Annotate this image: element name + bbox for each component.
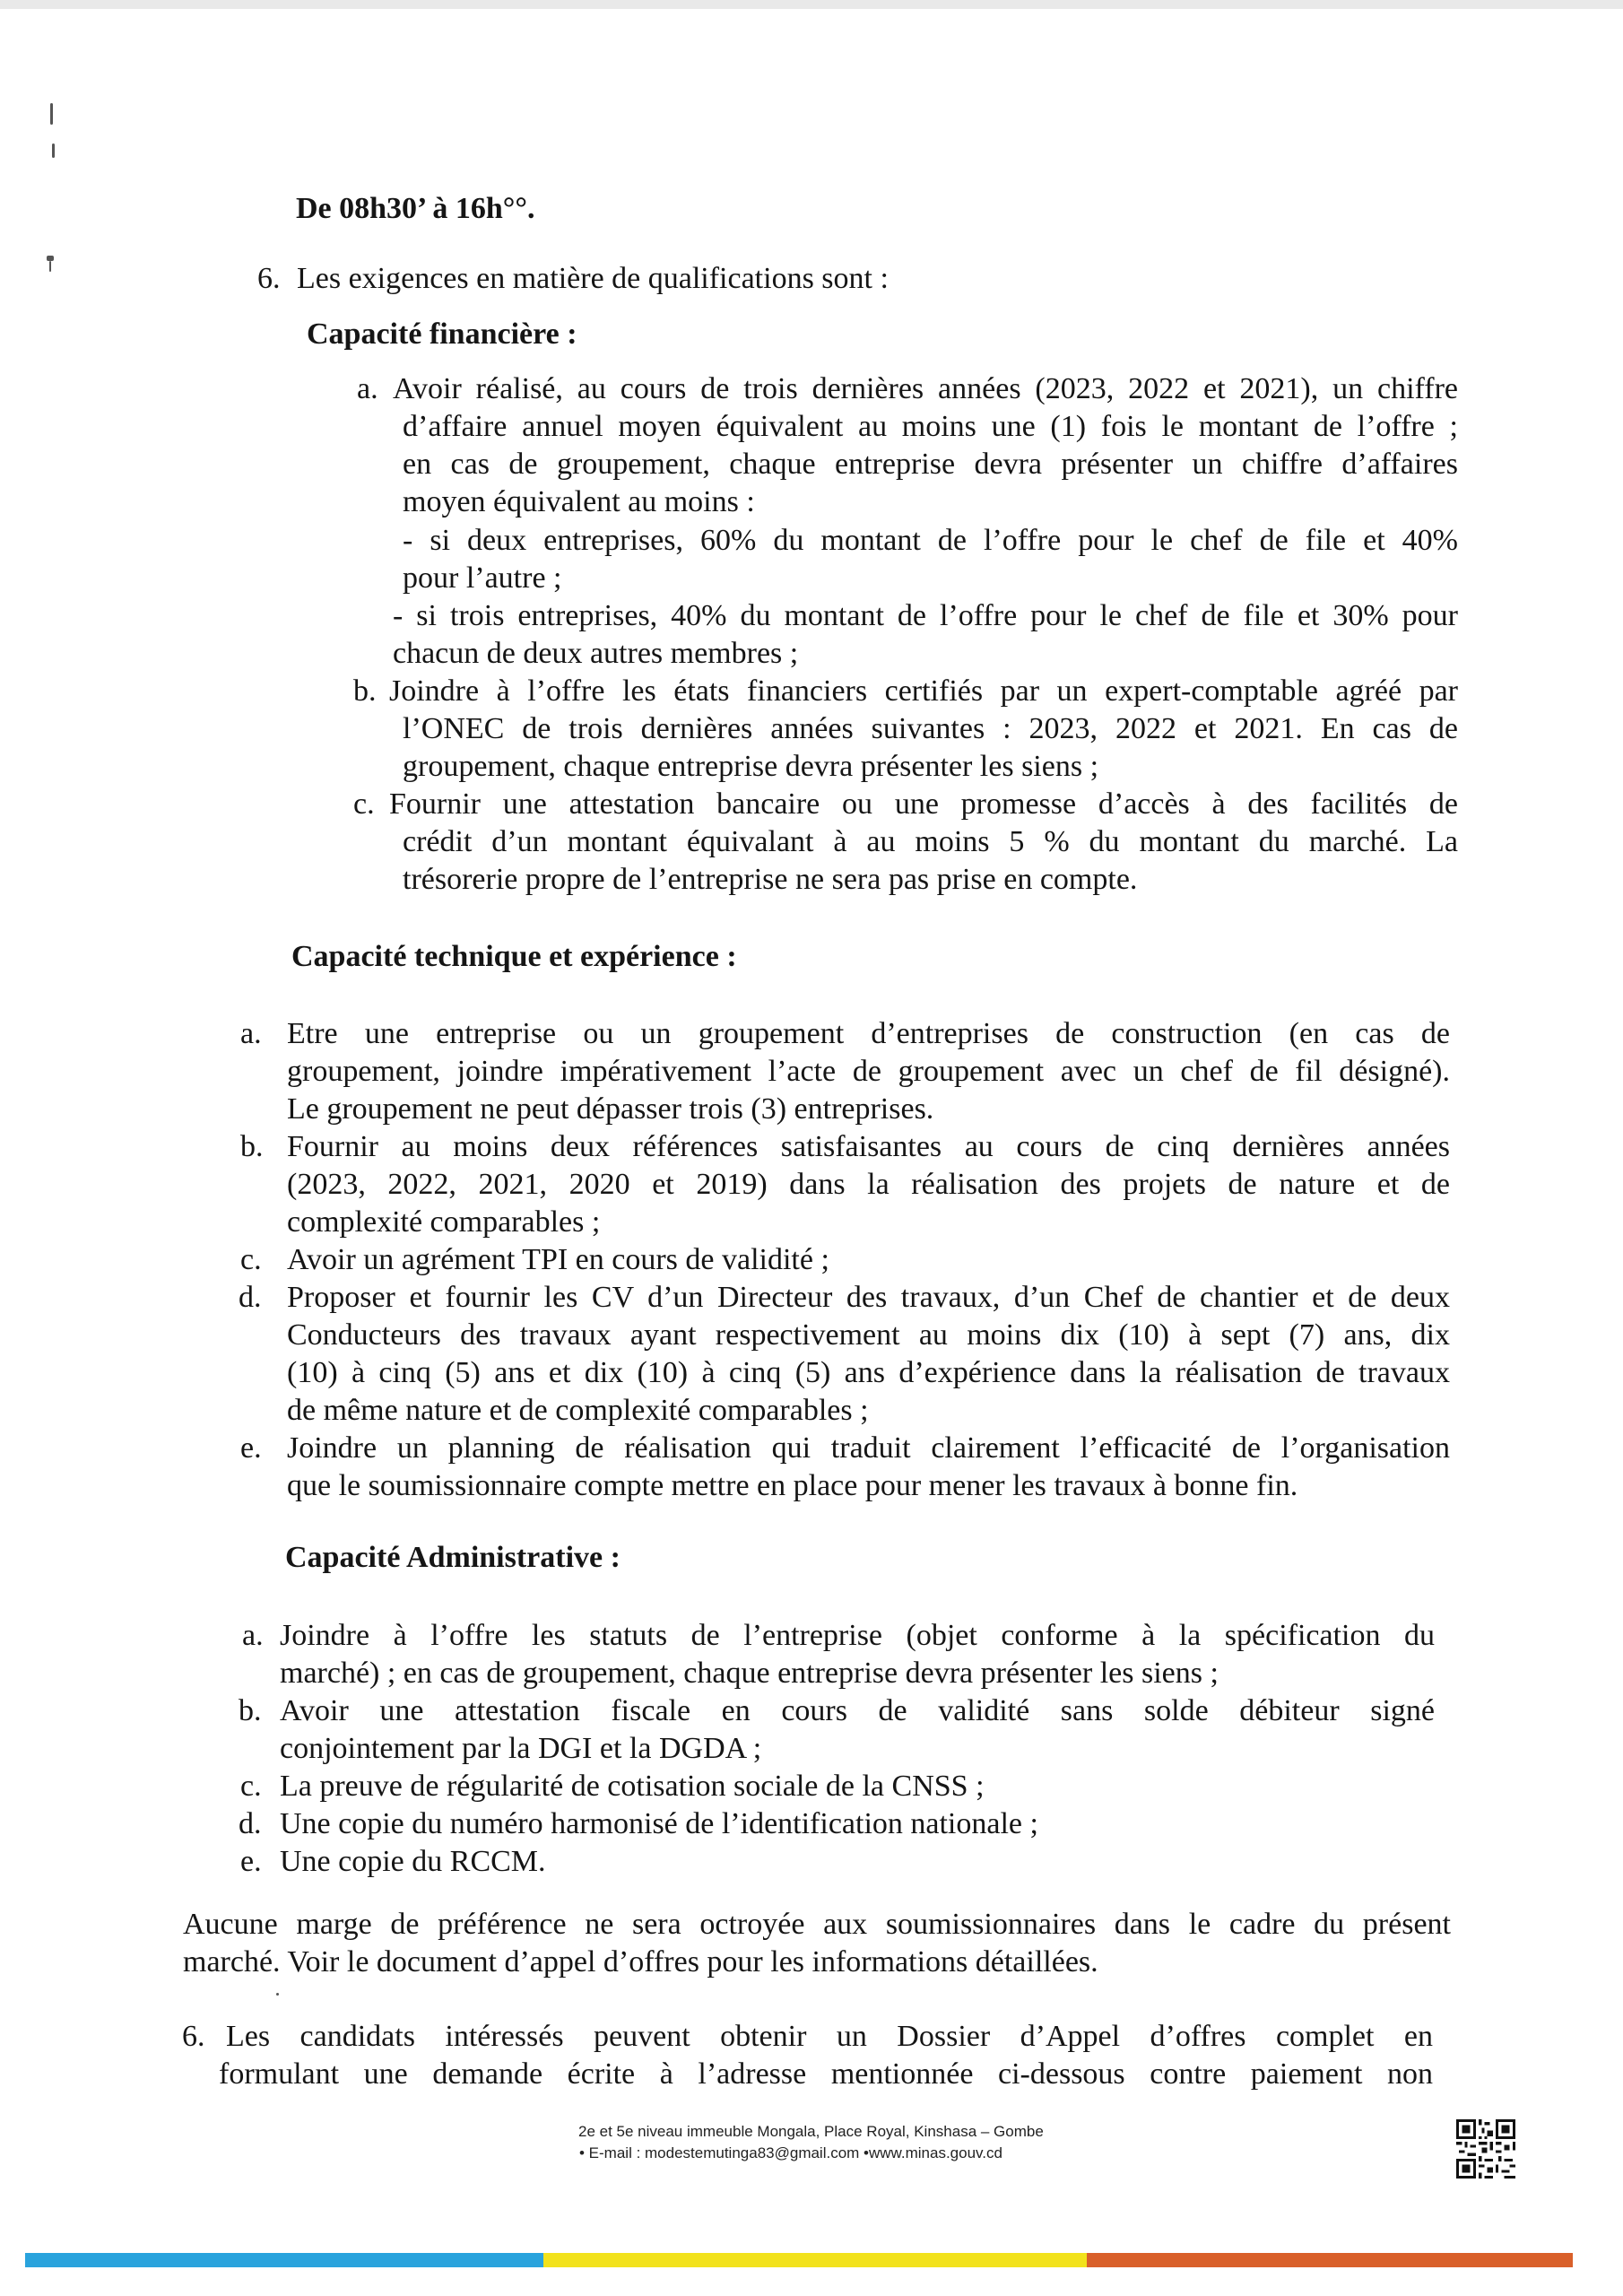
item-text: Les exigences en matière de qualifications sont : <box>297 262 889 295</box>
paragraph-line: Proposer et fournir les CV d’un Directeur des travaux, d’un Chef de chantier et de deux <box>287 1281 1450 1314</box>
paragraph-line: complexité comparables ; <box>287 1205 601 1239</box>
paragraph-line: Une copie du RCCM. <box>280 1845 546 1878</box>
paragraph-line: Etre une entreprise ou un groupement d’entreprises de construction (en cas de <box>287 1017 1450 1050</box>
paragraph-line: (10) à cinq (5) ans et dix (10) à cinq (5) ans d’expérience dans la réalisation de travaux <box>287 1356 1450 1389</box>
paragraph-line: Les candidats intéressés peuvent obtenir un Dossier d’Appel d’offres complet en <box>226 2020 1433 2053</box>
footer-address: 2e et 5e niveau immeuble Mongala, Place Royal, Kinshasa – Gombe <box>578 2123 1044 2140</box>
paragraph-line: marché) ; en cas de groupement, chaque entreprise devra présenter les siens ; <box>280 1657 1219 1690</box>
paragraph-line: Avoir un agrément TPI en cours de validité ; <box>287 1243 829 1276</box>
footer-band-red <box>1087 2253 1573 2267</box>
list-label: a. <box>242 1619 264 1652</box>
paragraph-line: chacun de deux autres membres ; <box>393 637 799 670</box>
list-label: c. <box>240 1243 262 1276</box>
scan-mark <box>50 103 53 125</box>
item-number: 6. <box>182 2020 205 2053</box>
paragraph-line: Conducteurs des travaux ayant respectivement au moins dix (10) à sept (7) ans, dix <box>287 1318 1450 1352</box>
qr-code-icon <box>1456 2119 1515 2179</box>
list-label: b. <box>353 674 377 708</box>
list-label: c. <box>240 1770 262 1803</box>
list-label: d. <box>239 1281 262 1314</box>
paragraph-line: que le soumissionnaire compte mettre en place pour mener les travaux à bonne fin. <box>287 1469 1298 1502</box>
paragraph-line: groupement, chaque entreprise devra présenter les siens ; <box>403 750 1099 783</box>
list-label: b. <box>239 1694 262 1727</box>
paragraph-line: formulant une demande écrite à l’adresse mentionnée ci-dessous contre paiement non <box>219 2057 1433 2091</box>
list-label: c. <box>353 787 375 821</box>
paragraph-line: pour l’autre ; <box>403 561 562 595</box>
paragraph-line: - si trois entreprises, 40% du montant de l’offre pour le chef de file et 30% pour <box>393 599 1458 632</box>
paragraph-line: en cas de groupement, chaque entreprise devra présenter un chiffre d’affaires <box>403 448 1458 481</box>
footer-band-blue <box>25 2253 543 2267</box>
paragraph-line: trésorerie propre de l’entreprise ne sera pas prise en compte. <box>403 863 1138 896</box>
paragraph-line: Avoir réalisé, au cours de trois dernières années (2023, 2022 et 2021), un chiffre <box>393 372 1458 405</box>
paragraph-line: crédit d’un montant équivalant à au moins 5 % du montant du marché. La <box>403 825 1458 858</box>
scan-mark <box>49 261 51 272</box>
paragraph-line: Joindre un planning de réalisation qui traduit clairement l’efficacité de l’organisation <box>287 1431 1450 1465</box>
paragraph-line: - si deux entreprises, 60% du montant de l’offre pour le chef de file et 40% <box>403 524 1458 557</box>
paragraph-line: Une copie du numéro harmonisé de l’identification nationale ; <box>280 1807 1038 1840</box>
paragraph-line: Le groupement ne peut dépasser trois (3) entreprises. <box>287 1092 934 1126</box>
paragraph-line: Joindre à l’offre les états financiers certifiés par un expert-comptable agréé par <box>389 674 1458 708</box>
paragraph-line: groupement, joindre impérativement l’acte de groupement avec un chef de fil désigné). <box>287 1055 1450 1088</box>
paragraph-line: marché. Voir le document d’appel d’offres pour les informations détaillées. <box>183 1945 1098 1979</box>
paragraph-line: Joindre à l’offre les statuts de l’entreprise (objet conforme à la spécification du <box>280 1619 1435 1652</box>
scan-mark <box>52 144 55 158</box>
footer-contact: • E-mail : modestemutinga83@gmail.com •www.minas.gouv.cd <box>579 2144 1002 2161</box>
section-heading-financiere: Capacité financière : <box>307 317 577 351</box>
paragraph-line: d’affaire annuel moyen équivalent au moins une (1) fois le montant de l’offre ; <box>403 410 1458 443</box>
section-heading-technique: Capacité technique et expérience : <box>291 940 737 973</box>
paragraph-line: La preuve de régularité de cotisation sociale de la CNSS ; <box>280 1770 985 1803</box>
paragraph-line: Avoir une attestation fiscale en cours de validité sans solde débiteur signé <box>280 1694 1435 1727</box>
list-label: b. <box>240 1130 264 1163</box>
paragraph-line: de même nature et de complexité comparables ; <box>287 1394 869 1427</box>
paragraph-line: Aucune marge de préférence ne sera octroyée aux soumissionnaires dans le cadre du présent <box>183 1908 1451 1941</box>
footer-band-yellow <box>543 2253 1087 2267</box>
paragraph-line: l’ONEC de trois dernières années suivantes : 2023, 2022 et 2021. En cas de <box>403 712 1458 745</box>
hours-line: De 08h30’ à 16h°°. <box>296 192 535 225</box>
list-label: a. <box>357 372 378 405</box>
list-label: d. <box>239 1807 262 1840</box>
list-label: e. <box>240 1431 262 1465</box>
paragraph-line: conjointement par la DGI et la DGDA ; <box>280 1732 762 1765</box>
item-number: 6. <box>257 262 281 295</box>
paragraph-line: Fournir une attestation bancaire ou une promesse d’accès à des facilités de <box>389 787 1458 821</box>
paragraph-line: Fournir au moins deux références satisfaisantes au cours de cinq dernières années <box>287 1130 1450 1163</box>
list-label: e. <box>240 1845 262 1878</box>
scan-top-edge <box>0 0 1623 9</box>
scan-dot <box>276 1993 279 1996</box>
paragraph-line: moyen équivalent au moins : <box>403 485 755 518</box>
list-label: a. <box>240 1017 262 1050</box>
section-heading-administrative: Capacité Administrative : <box>285 1541 621 1574</box>
paragraph-line: (2023, 2022, 2021, 2020 et 2019) dans la réalisation des projets de nature et de <box>287 1168 1450 1201</box>
